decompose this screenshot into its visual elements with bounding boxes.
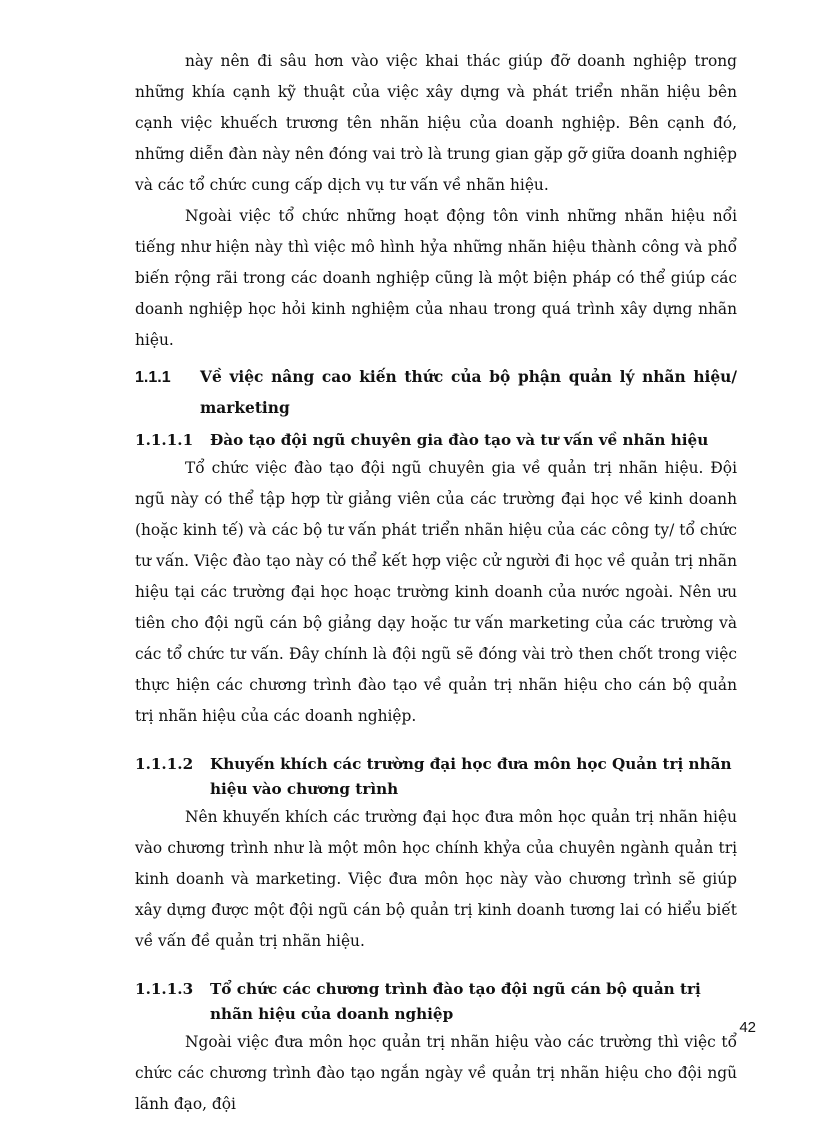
section-title: Về việc nâng cao kiến thức của bộ phận quản lý nhãn hiệu/ marketing	[200, 368, 737, 417]
subsection-number: 1.1.1.1	[135, 431, 194, 449]
subsection-number: 1.1.1.2	[135, 755, 194, 773]
section-heading-1-1-1	[135, 362, 737, 424]
subsection-heading-1-1-1-2	[135, 752, 737, 802]
subsection-title: Tổ chức các chương trình đào tạo đội ngũ cán bộ quản trị nhãn hiệu của doanh nghiệp	[210, 980, 701, 1023]
section-number: 1.1.1	[135, 369, 171, 386]
paragraph-expert-training: Tổ chức việc đào tạo đội ngũ chuyên gia về quản trị nhãn hiệu. Đội ngũ này có thể tập hợp từ giảng viên của các trường đại học về kinh doanh (hoặc kinh tế) và các bộ tư vấn phát triển nhãn hiệu của các công ty/ tổ chức tư vấn. Việc đào tạo này có thể kết hợp việc cử người đi học về quản trị nhãn hiệu tại các trường đại học hoạc trường kinh doanh của nước ngoài. Nên ưu tiên cho đội ngũ cán bộ giảng dạy hoặc tư vấn marketing của các trường và các tổ chức tư vấn. Đây chính là đội ngũ sẽ đóng vài trò then chốt trong việc thực hiện các chương trình đào tạo về quản trị nhãn hiệu cho cán bộ quản trị nhãn hiệu của các doanh nghiệp.	[135, 459, 737, 725]
paragraph-forum-role: này nên đi sâu hơn vào việc khai thác giúp đỡ doanh nghiệp trong những khía cạnh kỹ thuật của việc xây dựng và phát triển nhãn hiệu bên cạnh việc khuếch trương tên nhãn hiệu của doanh nghiệp. Bên cạnh đó, những diễn đàn này nên đóng vai trò là trung gian gặp gỡ giữa doanh nghiệp và các tổ chức cung cấp dịch vụ tư vấn về nhãn hiệu.	[135, 52, 737, 194]
page-number: 42	[739, 1019, 756, 1036]
subsection-title: Đào tạo đội ngũ chuyên gia đào tạo và tư vấn về nhãn hiệu	[210, 431, 709, 449]
paragraph-university-courses: Nên khuyến khích các trường đại học đưa môn học quản trị nhãn hiệu vào chương trình như là một môn học chính khỷa của chuyên ngành quản trị kinh doanh và marketing. Việc đưa môn học này vào chương trình sẽ giúp xây dựng được một đội ngũ cán bộ quản trị kinh doanh tương lai có hiểu biết về vấn đề quản trị nhãn hiệu.	[135, 808, 737, 950]
page-body	[135, 46, 737, 1120]
subsection-heading-1-1-1-3	[135, 977, 737, 1027]
subsection-heading-1-1-1-1	[135, 428, 737, 453]
paragraph-brand-modeling: Ngoài việc tổ chức những hoạt động tôn vinh những nhãn hiệu nổi tiếng như hiện này thì việc mô hình hỷa những nhãn hiệu thành công và phổ biến rộng rãi trong các doanh nghiệp cũng là một biện pháp có thể giúp các doanh nghiệp học hỏi kinh nghiệm của nhau trong quá trình xây dựng nhãn hiệu.	[135, 207, 737, 349]
subsection-number: 1.1.1.3	[135, 980, 194, 998]
paragraph-short-courses: Ngoài việc đưa môn học quản trị nhãn hiệu vào các trường thì việc tổ chức các chương trình đào tạo ngắn ngày về quản trị nhãn hiệu cho đội ngũ lãnh đạo, đội	[135, 1033, 737, 1113]
subsection-title: Khuyến khích các trường đại học đưa môn học Quản trị nhãn hiệu vào chương trình	[210, 755, 732, 798]
